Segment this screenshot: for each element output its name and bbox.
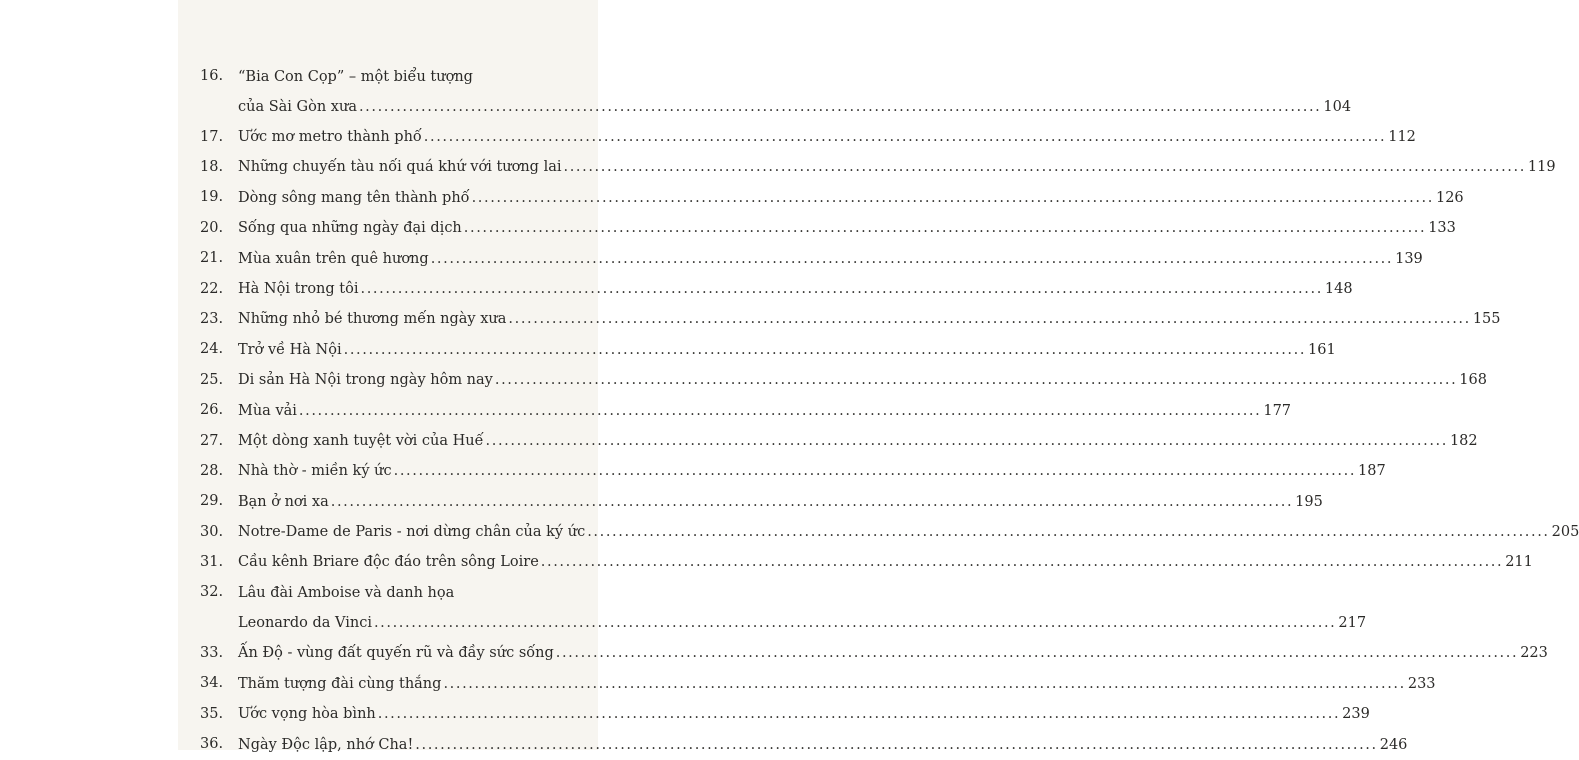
toc-entry-page-number: 246	[1379, 736, 1408, 753]
toc-entry-page-number: 139	[1395, 250, 1423, 267]
dot-leader: ...........................................................................................................................................................	[343, 341, 1307, 358]
toc-entry-number: 18.	[200, 158, 224, 175]
toc-entry-number: 20.	[200, 219, 224, 236]
toc-entry-number: 19.	[200, 189, 224, 206]
toc-entry	[200, 152, 1556, 182]
toc-entry-title: Thăm tượng đài cùng thắng	[238, 675, 442, 692]
toc-entry-number: 23.	[200, 310, 224, 327]
toc-list	[200, 61, 1579, 760]
toc-entry-page-number: 187	[1358, 463, 1386, 480]
dot-leader: ...........................................................................................................................................................	[563, 159, 1526, 176]
toc-entry	[200, 61, 1352, 122]
toc-entry-title: Sống qua những ngày đại dịch	[238, 220, 462, 237]
toc-entry-title: Bạn ở nơi xa	[238, 493, 329, 510]
toc-entry-page-number: 168	[1459, 372, 1487, 389]
dot-leader: ...........................................................................................................................................................	[358, 98, 1322, 115]
dot-leader: ...........................................................................................................................................................	[540, 554, 1504, 571]
toc-entry-number: 31.	[200, 554, 224, 571]
toc-entry-title: Trở về Hà Nội	[238, 341, 342, 358]
toc-entry-page-number: 239	[1342, 706, 1370, 723]
toc-entry-page-number: 126	[1435, 189, 1464, 206]
toc-entry-title: Ngày Độc lập, nhớ Cha!	[238, 736, 414, 753]
toc-entry	[200, 395, 1292, 425]
toc-entry-page-number: 155	[1472, 311, 1501, 328]
toc-entry	[200, 517, 1579, 547]
dot-leader: ...........................................................................................................................................................	[330, 493, 1294, 510]
toc-entry-page-number: 211	[1505, 554, 1533, 571]
dot-leader: ...........................................................................................................................................................	[430, 250, 1394, 267]
toc-entry-page-number: 112	[1388, 128, 1416, 145]
toc-entry-page-number: 177	[1263, 402, 1292, 419]
toc-entry-number: 36.	[200, 736, 224, 753]
toc-entry-number: 21.	[200, 250, 224, 267]
toc-entry	[200, 243, 1423, 273]
toc-entry-number: 29.	[200, 493, 224, 510]
toc-entry-title: Dòng sông mang tên thành phố	[238, 189, 470, 206]
toc-entry	[200, 182, 1464, 212]
toc-entry-title: Một dòng xanh tuyệt vời của Huế	[238, 432, 484, 449]
toc-entry-title: Nhà thờ - miền ký ức	[238, 463, 392, 480]
toc-entry	[200, 426, 1478, 456]
toc-entry-number: 32.	[200, 584, 224, 601]
toc-entry-number: 35.	[200, 705, 224, 722]
toc-entry	[200, 547, 1533, 577]
toc-entry-number: 16.	[200, 68, 224, 84]
toc-entry	[200, 274, 1353, 304]
toc-entry-page-number: 205	[1551, 524, 1579, 541]
toc-entry-title-line1: “Bia Con Cọp” – một biểu tượng	[238, 68, 473, 85]
dot-leader: ...........................................................................................................................................................	[485, 432, 1448, 449]
toc-entry	[200, 213, 1456, 243]
toc-entry-title: Ước vọng hòa bình	[238, 706, 376, 723]
dot-leader: ...........................................................................................................................................................	[423, 128, 1387, 145]
toc-entry-number: 33.	[200, 645, 224, 662]
dot-leader: ...........................................................................................................................................................	[377, 706, 1341, 723]
toc-entry-number: 34.	[200, 675, 224, 692]
toc-entry-number: 30.	[200, 523, 224, 540]
dot-leader: ...........................................................................................................................................................	[443, 675, 1406, 692]
dot-leader: ...........................................................................................................................................................	[415, 736, 1378, 753]
toc-entry-page-number: 233	[1407, 675, 1436, 692]
toc-entry-page-number: 148	[1324, 280, 1353, 297]
table-of-contents	[200, 61, 1579, 760]
toc-entry-number: 24.	[200, 341, 224, 358]
toc-entry-page-number: 133	[1428, 220, 1456, 237]
toc-entry-page-number: 217	[1338, 615, 1367, 632]
toc-entry-page-number: 119	[1527, 159, 1556, 176]
toc-entry-title: Mùa xuân trên quê hương	[238, 250, 429, 267]
toc-entry	[200, 365, 1487, 395]
toc-entry-number: 17.	[200, 128, 224, 145]
dot-leader: ...........................................................................................................................................................	[360, 280, 1323, 297]
toc-entry	[200, 334, 1336, 364]
dot-leader: ...........................................................................................................................................................	[494, 372, 1458, 389]
toc-entry	[200, 638, 1548, 668]
toc-entry-title: Những nhỏ bé thương mến ngày xưa	[238, 311, 507, 328]
toc-entry	[200, 456, 1386, 486]
toc-entry-number: 28.	[200, 462, 224, 479]
toc-entry	[200, 486, 1323, 516]
toc-entry-page-number: 182	[1449, 432, 1478, 449]
dot-leader: ...........................................................................................................................................................	[393, 463, 1357, 480]
toc-entry	[200, 668, 1436, 698]
toc-entry-number: 27.	[200, 432, 224, 449]
toc-entry-title: Leonardo da Vinci	[238, 615, 372, 632]
toc-entry-title-line1: Lâu đài Amboise và danh họa	[238, 585, 455, 602]
toc-entry	[200, 122, 1416, 152]
dot-leader: ...........................................................................................................................................................	[463, 220, 1427, 237]
dot-leader: ...........................................................................................................................................................	[298, 402, 1262, 419]
toc-entry-title: Những chuyến tàu nối quá khứ với tương lai	[238, 159, 562, 176]
toc-entry-page-number: 104	[1323, 98, 1352, 115]
toc-entry-title: Notre-Dame de Paris - nơi dừng chân của ký ức	[238, 524, 586, 541]
toc-entry	[200, 577, 1367, 638]
toc-entry-number: 22.	[200, 280, 224, 297]
toc-entry-page-number: 161	[1308, 341, 1336, 358]
toc-entry-page-number: 195	[1295, 493, 1323, 510]
toc-entry-number: 25.	[200, 371, 224, 388]
toc-entry	[200, 304, 1501, 334]
dot-leader: ...........................................................................................................................................................	[373, 615, 1337, 632]
dot-leader: ...........................................................................................................................................................	[555, 645, 1519, 662]
toc-entry-title: Di sản Hà Nội trong ngày hôm nay	[238, 372, 493, 389]
toc-entry-title: Ước mơ metro thành phố	[238, 128, 422, 145]
toc-entry-title: Mùa vải	[238, 402, 297, 419]
dot-leader: ...........................................................................................................................................................	[508, 311, 1471, 328]
toc-entry-title: Cầu kênh Briare độc đáo trên sông Loire	[238, 554, 539, 571]
toc-entry-page-number: 223	[1520, 645, 1548, 662]
toc-entry	[200, 729, 1408, 759]
dot-leader: ...........................................................................................................................................................	[587, 524, 1550, 541]
toc-entry-number: 26.	[200, 402, 224, 419]
toc-entry-title: Hà Nội trong tôi	[238, 280, 359, 297]
toc-entry-title: của Sài Gòn xưa	[238, 98, 357, 115]
toc-entry-title: Ấn Độ - vùng đất quyến rũ và đầy sức sống	[238, 645, 554, 662]
dot-leader: ...........................................................................................................................................................	[471, 189, 1434, 206]
toc-entry	[200, 699, 1370, 729]
